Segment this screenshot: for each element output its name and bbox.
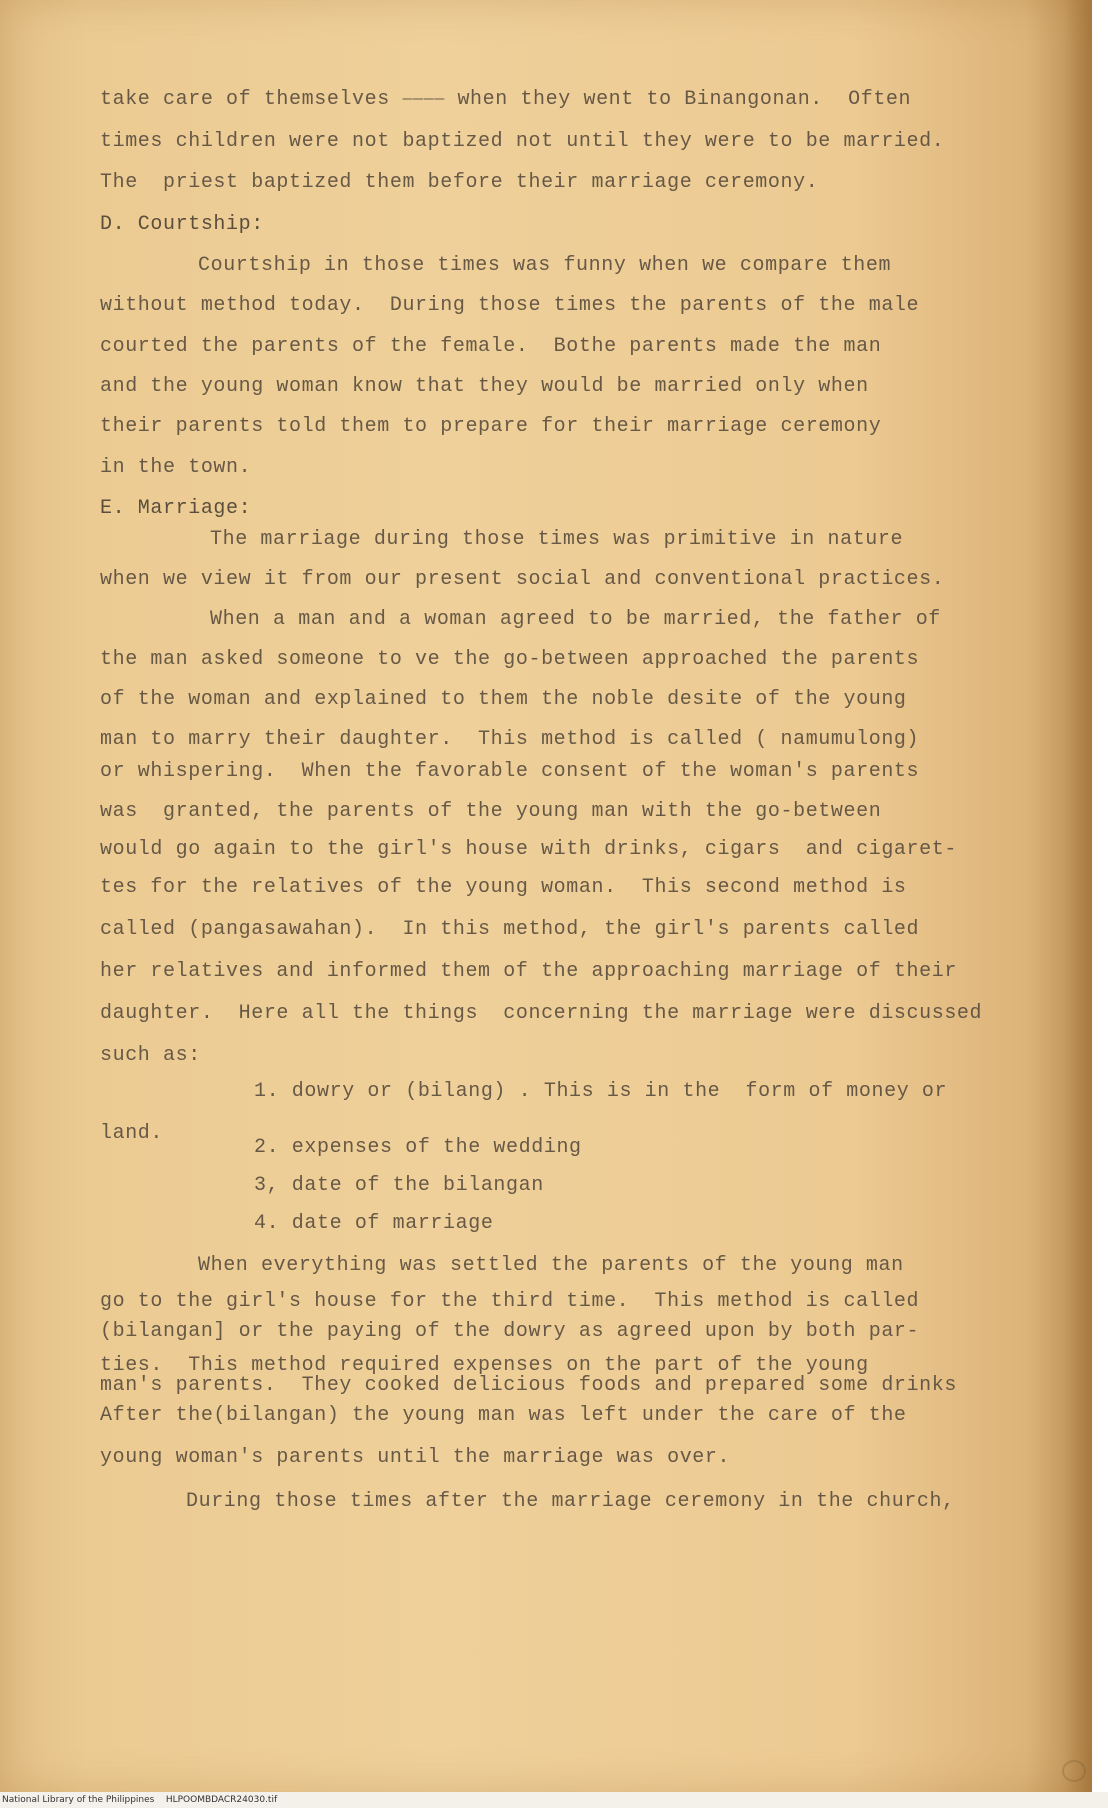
text-line: tes for the relatives of the young woman. This second method is <box>100 876 907 899</box>
list-item: 1. dowry or (bilang) . This is in the form of money or <box>254 1080 948 1103</box>
text-line: man's parents. They cooked delicious foods and prepared some drinks <box>100 1374 957 1397</box>
text-line: without method today. During those times the parents of the male <box>100 294 920 317</box>
text-line: and the young woman know that they would be married only when <box>100 375 869 398</box>
text-line: would go again to the girl's house with drinks, cigars and cigaret- <box>100 838 957 861</box>
list-item-continuation: land. <box>100 1122 164 1145</box>
list-item: 4. date of marriage <box>254 1212 494 1235</box>
page-stain-mark <box>1062 1760 1086 1782</box>
text-line: times children were not baptized not until they were to be married. <box>100 130 945 153</box>
footer-credit <box>2 1794 277 1806</box>
text-line: courted the parents of the female. Bothe parents made the man <box>100 335 882 358</box>
text-line: During those times after the marriage ceremony in the church, <box>186 1490 955 1513</box>
text-line: (bilangan] or the paying of the dowry as agreed upon by both par- <box>100 1320 920 1343</box>
text-line: in the town. <box>100 456 252 479</box>
text-line: go to the girl's house for the third time. This method is called <box>100 1290 920 1313</box>
text-line: Courtship in those times was funny when we compare them <box>198 254 892 277</box>
text-line: When a man and a woman agreed to be married, the father of <box>210 608 941 631</box>
list-item: 2. expenses of the wedding <box>254 1136 582 1159</box>
text-line: or whispering. When the favorable consent of the woman's parents <box>100 760 920 783</box>
text-line: take care of themselves ⎯⎯⎯⎯ when they went to Binangonan. Often <box>100 88 912 111</box>
text-line: The marriage during those times was primitive in nature <box>210 528 904 551</box>
text-line: of the woman and explained to them the noble desite of the young <box>100 688 907 711</box>
text-line: When everything was settled the parents of the young man <box>198 1254 904 1277</box>
text-line: young woman's parents until the marriage was over. <box>100 1446 731 1469</box>
list-item: 3, date of the bilangan <box>254 1174 544 1197</box>
footer-file-id: HLPOOMBDACR24030.tif <box>165 1795 278 1805</box>
text-line: their parents told them to prepare for their marriage ceremony <box>100 415 882 438</box>
text-line: After the(bilangan) the young man was left under the care of the <box>100 1404 907 1427</box>
text-line: was granted, the parents of the young man with the go-between <box>100 800 882 823</box>
text-line: such as: <box>100 1044 201 1067</box>
text-line: ties. This method required expenses on the part of the young <box>100 1354 869 1377</box>
text-line: when we view it from our present social and conventional practices. <box>100 568 945 591</box>
section-heading-courtship: D. Courtship: <box>100 213 264 236</box>
text-line: called (pangasawahan). In this method, the girl's parents called <box>100 918 920 941</box>
text-line: man to marry their daughter. This method is called ( namumulong) <box>100 728 920 751</box>
footer-library: National Library of the Philippines <box>2 1795 155 1805</box>
section-heading-marriage: E. Marriage: <box>100 497 252 520</box>
text-line: the man asked someone to ve the go-between approached the parents <box>100 648 920 671</box>
text-line: The priest baptized them before their marriage ceremony. <box>100 171 819 194</box>
text-line: her relatives and informed them of the approaching marriage of their <box>100 960 957 983</box>
text-line: daughter. Here all the things concerning the marriage were discussed <box>100 1002 983 1025</box>
